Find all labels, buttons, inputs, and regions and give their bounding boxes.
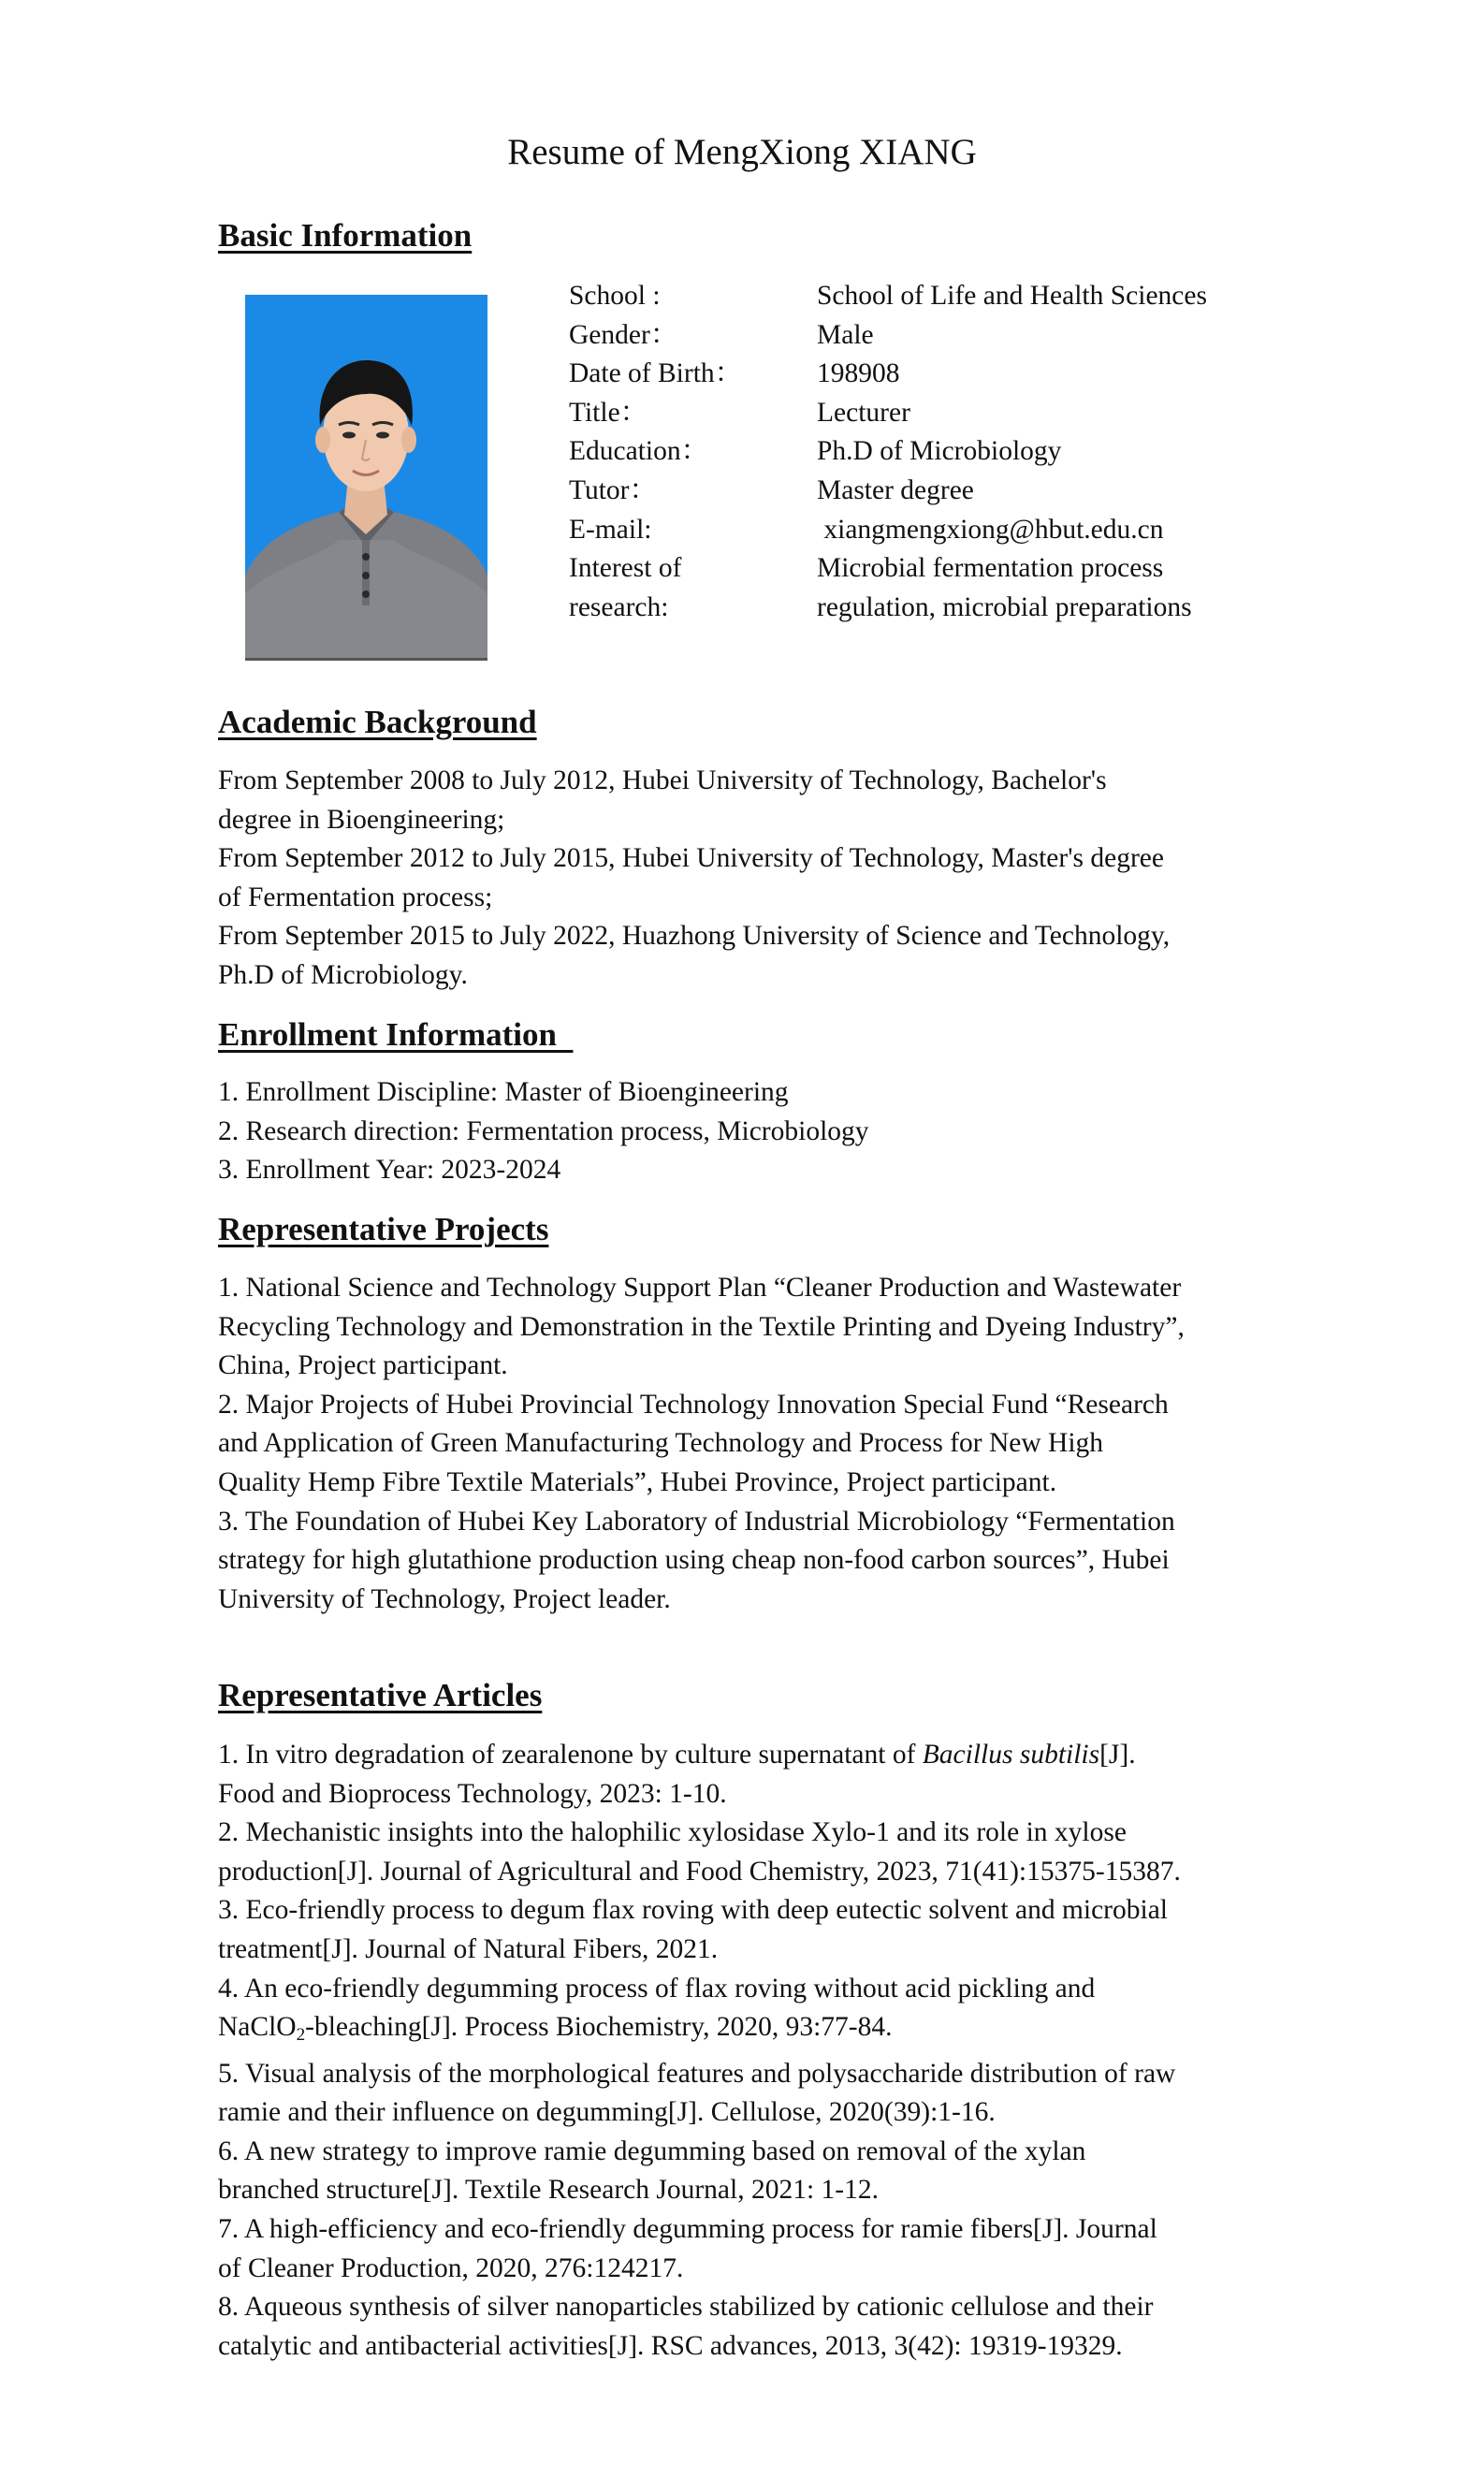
- article-4-line-2: [218, 2008, 1275, 2054]
- text-line: ramie and their influence on degumming[J]. Cellulose, 2020(39):1-16.: [218, 2097, 996, 2128]
- info-value: School of Life and Health Sciences: [817, 281, 1207, 311]
- info-label: Date of Birth：: [569, 358, 743, 389]
- text-line: 1. National Science and Technology Support Plan “Cleaner Production and Wastewater: [218, 1273, 1182, 1303]
- page-title: Resume of MengXiong XIANG: [507, 132, 977, 172]
- text-line: 3. Enrollment Year: 2023-2024: [218, 1155, 561, 1186]
- academic-background-heading: Academic Background: [218, 704, 537, 740]
- text-line: 3. The Foundation of Hubei Key Laboratory of Industrial Microbiology “Fermentation: [218, 1506, 1175, 1537]
- academic-background-body: [218, 762, 1275, 996]
- basic-info-table: [569, 277, 1247, 627]
- text-line: degree in Bioengineering;: [218, 804, 505, 835]
- info-label: research:: [569, 591, 669, 622]
- text-line: and Application of Green Manufacturing Technology and Process for New High: [218, 1428, 1104, 1459]
- info-label: Education：: [569, 436, 709, 467]
- text-line: 4. An eco-friendly degumming process of flax roving without acid pickling and: [218, 1973, 1096, 2004]
- text-run: NaClO: [218, 2012, 297, 2043]
- info-label: School :: [569, 281, 661, 311]
- text-line: strategy for high glutathione production using cheap non-food carbon sources”, Hubei: [218, 1545, 1170, 1576]
- text-line: Recycling Technology and Demonstration in the Textile Printing and Dyeing Industry”,: [218, 1311, 1185, 1342]
- text-line: 2. Major Projects of Hubei Provincial Technology Innovation Special Fund “Research: [218, 1389, 1169, 1420]
- text-line: 2. Research direction: Fermentation process, Microbiology: [218, 1115, 869, 1146]
- info-row-tutor: [569, 472, 1247, 511]
- info-value: Microbial fermentation process: [817, 553, 1164, 584]
- info-value: Master degree: [817, 474, 974, 505]
- text-line: Food and Bioprocess Technology, 2023: 1-10.: [218, 1778, 727, 1809]
- text-line: Ph.D of Microbiology.: [218, 959, 468, 990]
- text-line: Quality Hemp Fibre Textile Materials”, Hubei Province, Project participant.: [218, 1466, 1057, 1497]
- info-row-school: [569, 277, 1247, 316]
- info-row-title: [569, 394, 1247, 433]
- species-name: Bacillus subtilis: [922, 1740, 1100, 1770]
- info-value: Lecturer: [817, 397, 910, 428]
- text-run: [J].: [1099, 1740, 1136, 1770]
- info-row-gender: [569, 316, 1247, 356]
- text-line: 5. Visual analysis of the morphological features and polysaccharide distribution of raw: [218, 2058, 1176, 2089]
- text-run: 1. In vitro degradation of zearalenone by culture supernatant of: [218, 1740, 923, 1770]
- text-line: University of Technology, Project leader.: [218, 1583, 671, 1614]
- text-line: 6. A new strategy to improve ramie degumming based on removal of the xylan: [218, 2135, 1086, 2166]
- info-label: Tutor：: [569, 474, 658, 505]
- text-line: catalytic and antibacterial activities[J]. RSC advances, 2013, 3(42): 19319-19329.: [218, 2330, 1123, 2361]
- info-value: 198908: [817, 358, 900, 389]
- text-line: 8. Aqueous synthesis of silver nanoparticles stabilized by cationic cellulose and their: [218, 2292, 1154, 2323]
- info-label: E-mail:: [569, 514, 652, 545]
- text-line: From September 2015 to July 2022, Huazhong University of Science and Technology,: [218, 921, 1171, 952]
- text-line: production[J]. Journal of Agricultural and Food Chemistry, 2023, 71(41):15375-15387.: [218, 1856, 1181, 1887]
- info-row-date-of-birth: [569, 355, 1247, 394]
- email-link[interactable]: xiangmengxiong@hbut.edu.cn: [817, 514, 1164, 545]
- info-row-email: [569, 511, 1247, 550]
- info-value: regulation, microbial preparations: [817, 591, 1192, 622]
- text-line: of Fermentation process;: [218, 882, 493, 912]
- info-value: Ph.D of Microbiology: [817, 436, 1062, 467]
- subscript: 2: [296, 2024, 306, 2045]
- info-label: Interest of: [569, 553, 682, 584]
- text-line: China, Project participant.: [218, 1350, 508, 1381]
- info-row-research-interest: [569, 549, 1247, 589]
- info-row-education: [569, 432, 1247, 472]
- article-1-line-1: [218, 1736, 1275, 1775]
- basic-information-heading: Basic Information: [218, 217, 473, 254]
- info-label: Title：: [569, 397, 648, 428]
- representative-projects-heading: Representative Projects: [218, 1211, 549, 1247]
- enrollment-information-heading: Enrollment Information: [218, 1016, 574, 1053]
- text-run: -bleaching[J]. Process Biochemistry, 2020, 93:77-84.: [305, 2012, 893, 2043]
- representative-projects-body: [218, 1269, 1275, 1619]
- representative-articles-body: [218, 1736, 1275, 2366]
- info-value: Male: [817, 319, 874, 350]
- info-row-research-interest-cont: [569, 589, 1247, 628]
- text-line: of Cleaner Production, 2020, 276:124217.: [218, 2252, 684, 2283]
- enrollment-information-body: [218, 1073, 1275, 1190]
- text-line: branched structure[J]. Textile Research Journal, 2021: 1-12.: [218, 2175, 879, 2206]
- text-line: treatment[J]. Journal of Natural Fibers, 2021.: [218, 1933, 719, 1964]
- info-label: Gender：: [569, 319, 678, 350]
- text-line: 7. A high-efficiency and eco-friendly degumming process for ramie fibers[J]. Journal: [218, 2213, 1157, 2244]
- representative-articles-heading: Representative Articles: [218, 1677, 543, 1713]
- profile-photo: [245, 295, 487, 661]
- text-line: From September 2008 to July 2012, Hubei University of Technology, Bachelor's: [218, 765, 1107, 795]
- text-line: 3. Eco-friendly process to degum flax roving with deep eutectic solvent and microbial: [218, 1895, 1168, 1926]
- text-line: 2. Mechanistic insights into the halophilic xylosidase Xylo-1 and its role in xylose: [218, 1817, 1127, 1848]
- text-line: 1. Enrollment Discipline: Master of Bioengineering: [218, 1077, 789, 1107]
- text-line: From September 2012 to July 2015, Hubei University of Technology, Master's degree: [218, 843, 1164, 874]
